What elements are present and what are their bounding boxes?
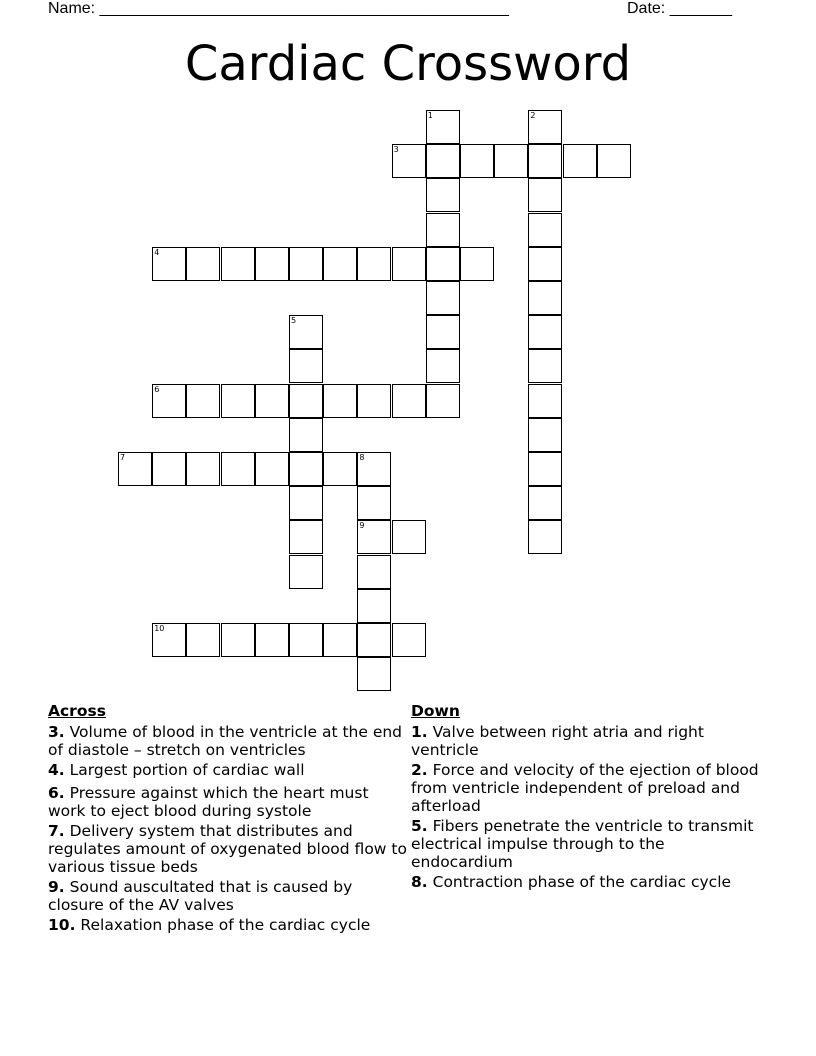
grid-cell[interactable]: [426, 110, 460, 144]
grid-cell[interactable]: [323, 384, 357, 418]
grid-cell[interactable]: [221, 384, 255, 418]
grid-cell[interactable]: [357, 623, 391, 657]
grid-cell[interactable]: [186, 452, 220, 486]
grid-cell[interactable]: [563, 144, 597, 178]
grid-cell[interactable]: [528, 110, 562, 144]
grid-cell[interactable]: [528, 178, 562, 212]
grid-cell[interactable]: [186, 384, 220, 418]
grid-cell[interactable]: [289, 418, 323, 452]
grid-cell[interactable]: [221, 623, 255, 657]
cell-number: 1: [427, 111, 433, 120]
clue-number: 3.: [48, 723, 65, 741]
clue-number: 1.: [411, 723, 428, 741]
clue-text: Sound auscultated that is caused by closure of the AV valves: [48, 878, 353, 914]
grid-cell[interactable]: [152, 452, 186, 486]
across-heading: Across: [48, 702, 106, 720]
grid-cell[interactable]: [426, 213, 460, 247]
clue-across-3: [48, 723, 408, 759]
grid-cell[interactable]: [152, 623, 186, 657]
clue-across-4: [48, 761, 408, 779]
grid-cell[interactable]: [186, 247, 220, 281]
cell-number: 5: [291, 316, 297, 326]
grid-cell[interactable]: [289, 555, 323, 589]
grid-cell[interactable]: [289, 349, 323, 383]
clue-across-6: [48, 784, 408, 820]
grid-cell[interactable]: [392, 623, 426, 657]
clue-number: 2.: [411, 761, 428, 779]
cell-number: 2: [530, 111, 536, 120]
clue-text: Largest portion of cardiac wall: [69, 761, 305, 779]
grid-cell[interactable]: [528, 349, 562, 383]
grid-cell[interactable]: [528, 486, 562, 520]
clue-across-7: [48, 822, 408, 876]
grid-cell[interactable]: [528, 281, 562, 315]
cell-number: 8: [359, 453, 365, 462]
clue-down-8: [411, 873, 771, 891]
grid-cell[interactable]: [255, 384, 289, 418]
grid-cell[interactable]: [357, 452, 391, 486]
cell-number: 4: [154, 247, 160, 257]
grid-cell[interactable]: [528, 315, 562, 349]
grid-cell[interactable]: [357, 384, 391, 418]
clue-number: 4.: [48, 761, 65, 779]
clue-text: Pressure against which the heart must work to eject blood during systole: [48, 784, 369, 820]
clue-number: 6.: [48, 784, 65, 802]
grid-cell[interactable]: [460, 144, 494, 178]
clue-number: 8.: [411, 873, 428, 891]
grid-cell[interactable]: [289, 452, 323, 486]
grid-cell[interactable]: [528, 213, 562, 247]
grid-cell[interactable]: [221, 247, 255, 281]
clue-text: Relaxation phase of the cardiac cycle: [80, 916, 371, 934]
grid-cell[interactable]: [528, 418, 562, 452]
grid-cell[interactable]: [426, 178, 460, 212]
grid-cell[interactable]: [289, 520, 323, 554]
grid-cell[interactable]: [255, 452, 289, 486]
clue-down-1: [411, 723, 771, 759]
grid-cell[interactable]: [323, 623, 357, 657]
clue-across-10: [48, 916, 408, 934]
grid-cell[interactable]: [289, 315, 323, 349]
grid-cell[interactable]: [426, 349, 460, 383]
grid-cell[interactable]: [426, 384, 460, 418]
grid-cell[interactable]: [323, 247, 357, 281]
cell-number: 6: [154, 384, 160, 394]
date-field[interactable]: Date: _______: [627, 0, 732, 17]
cell-number: 3: [393, 145, 399, 155]
grid-cell[interactable]: [597, 144, 631, 178]
grid-cell[interactable]: [494, 144, 528, 178]
clue-text: Valve between right atria and right ventricle: [411, 723, 704, 759]
grid-cell[interactable]: [357, 555, 391, 589]
cell-number: 9: [359, 521, 365, 531]
grid-cell[interactable]: [426, 247, 460, 281]
grid-cell[interactable]: [152, 384, 186, 418]
grid-cell[interactable]: [289, 384, 323, 418]
clue-text: Contraction phase of the cardiac cycle: [432, 873, 732, 891]
clue-number: 5.: [411, 817, 428, 835]
grid-cell[interactable]: [528, 247, 562, 281]
clue-down-2: [411, 761, 771, 815]
grid-cell[interactable]: [255, 247, 289, 281]
grid-cell[interactable]: [357, 486, 391, 520]
clue-number: 9.: [48, 878, 65, 896]
grid-cell[interactable]: [392, 247, 426, 281]
clue-text: Volume of blood in the ventricle at the end of diastole – stretch on ventricles: [48, 723, 403, 759]
name-field[interactable]: Name: ______________________________________________: [48, 0, 509, 17]
grid-cell[interactable]: [118, 452, 152, 486]
grid-cell[interactable]: [528, 144, 562, 178]
grid-cell[interactable]: [528, 520, 562, 554]
clue-text: Fibers penetrate the ventricle to transmit electrical impulse through to the endocardium: [411, 817, 754, 871]
clue-down-5: [411, 817, 771, 871]
across-clues: [48, 702, 408, 936]
grid-cell[interactable]: [289, 486, 323, 520]
grid-cell[interactable]: [426, 144, 460, 178]
grid-cell[interactable]: [392, 520, 426, 554]
grid-cell[interactable]: [289, 623, 323, 657]
page-title: Cardiac Crossword: [184, 36, 632, 92]
grid-cell[interactable]: [528, 384, 562, 418]
grid-cell[interactable]: [152, 247, 186, 281]
cell-number: 10: [154, 624, 165, 633]
grid-cell[interactable]: [186, 623, 220, 657]
grid-cell[interactable]: [392, 384, 426, 418]
grid-cell[interactable]: [221, 452, 255, 486]
cell-number: 7: [120, 453, 126, 462]
grid-cell[interactable]: [426, 315, 460, 349]
grid-cell[interactable]: [357, 247, 391, 281]
grid-cell[interactable]: [323, 452, 357, 486]
clue-number: 7.: [48, 822, 65, 840]
grid-cell[interactable]: [289, 247, 323, 281]
grid-cell[interactable]: [460, 247, 494, 281]
grid-cell[interactable]: [357, 657, 391, 691]
grid-cell[interactable]: [357, 589, 391, 623]
clue-number: 10.: [48, 916, 76, 934]
clue-across-9: [48, 878, 408, 914]
grid-cell[interactable]: [357, 520, 391, 554]
grid-cell[interactable]: [255, 623, 289, 657]
down-heading: Down: [411, 702, 460, 720]
grid-cell[interactable]: [392, 144, 426, 178]
grid-cell[interactable]: [426, 281, 460, 315]
clue-text: Force and velocity of the ejection of blood from ventricle independent of preload and afterload: [411, 761, 759, 815]
grid-cell[interactable]: [528, 452, 562, 486]
down-clues: [411, 702, 771, 893]
clue-text: Delivery system that distributes and regulates amount of oxygenated blood flow to various tissue beds: [48, 822, 407, 876]
